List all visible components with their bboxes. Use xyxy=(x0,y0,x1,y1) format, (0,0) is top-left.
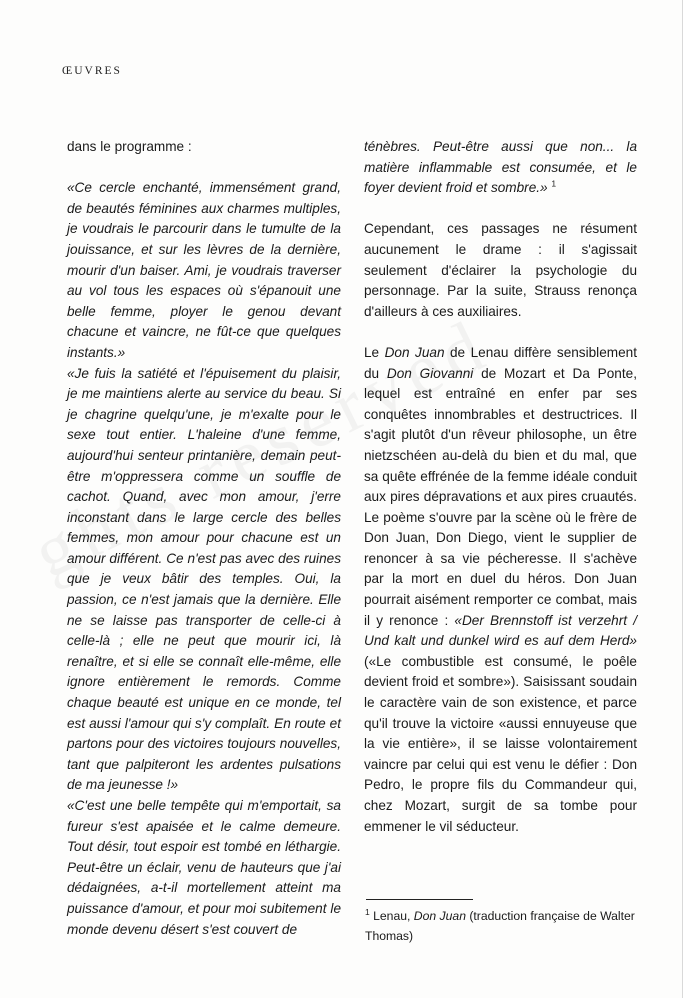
para3-title-don-giovanni: Don Giovanni xyxy=(386,365,474,381)
quote-continuation xyxy=(364,137,637,199)
para3-text-4: («Le combustible est consumé, le poêle devient froid et sombre»). Saisissant soudain le caractère vain de son existence, et parce qu'il trouve la victoire «aussi ennuyeuse que la vie entière», il se laisse volontairement vaincre par celui qui est venu le défier : Don Pedro, le propre fils du Commandeur qui, chez Mozart, surgit de sa tombe pour emmener le vil séducteur. xyxy=(364,653,637,834)
para3-german-quote: «Der Brennstoff ist verzehrt / Und kalt und dunkel wird es auf dem Herd» xyxy=(364,612,637,649)
footnote-text-1: Lenau, xyxy=(369,909,414,923)
footnote-reference: 1 xyxy=(551,178,557,189)
left-column xyxy=(67,137,341,940)
para3-title-don-juan: Don Juan xyxy=(384,344,445,360)
footnote-title: Don Juan xyxy=(413,909,466,923)
footnote xyxy=(365,907,641,946)
quote-paragraph-3: «C'est une belle tempête qui m'emportait, sa fureur s'est apaisée et le calme demeure. Tout désir, tout espoir est tombé en léthargie. Peut-être un éclair, venu de hauteurs que j'ai dédaignées, a-t-il mortellement atteint ma puissance d'amour, et pour moi subitement le monde devenu désert s'est couvert de xyxy=(67,798,341,937)
intro-line: dans le programme : xyxy=(67,139,192,154)
right-column xyxy=(364,137,637,837)
quote-paragraph-1: «Ce cercle enchanté, immensément grand, de beautés féminines aux charmes multiples, je voudrais le parcourir dans le tumulte de la jouissance, et sur les lèvres de la dernière, mourir d'un baiser. Ami, je voudrais traverser au vol tous les espaces où s'épanouit une belle femme, ployer le genou devant chacune et vaincre, ne fût-ce que quelques instants.» xyxy=(67,180,341,360)
body-paragraph-3 xyxy=(364,343,637,837)
running-head: ŒUVRES xyxy=(62,65,122,77)
footnote-number: 1 xyxy=(365,906,370,917)
body-paragraph-2: Cependant, ces passages ne résument aucunement le drame : il s'agissait seulement d'éclairer la psychologie du personnage. Par la suite, Strauss renonça d'ailleurs à ces auxiliaires. xyxy=(364,221,637,319)
para3-text-1: Le xyxy=(364,344,385,360)
quote-paragraph-2: «Je fuis la satiété et l'épuisement du plaisir, je me maintiens alerte au service du beau. Si je chagrine quelqu'une, je m'exalte pour le sexe tout entier. L'haleine d'une femme, aujourd'hui senteur printanière, demain peut-être m'oppressera comme un souffle de cachot. Quand, avec mon amour, j'erre inconstant dans le large cercle des belles femmes, mon amour pour chacune est un amour différent. Ce n'est pas avec des ruines que je veux bâtir des temples. Oui, la passion, ce n'est jamais que la dernière. Elle ne se laisse pas transporter de celle-ci à celle-là ; elle ne peut que mourir ici, là renaître, et si elle se connaît elle-même, elle ignore entièrement le remords. Comme chaque beauté est unique en ce monde, tel est aussi l'amour qui s'y complaît. En route et partons pour des victoires toujours nouvelles, tant que palpiteront les ardentes pulsations de ma jeunesse !» xyxy=(67,365,341,793)
footnote-rule xyxy=(366,899,473,900)
quote-continuation-text: ténèbres. Peut-être aussi que non... la matière inflammable est consumée, et le foyer devient froid et sombre.» xyxy=(364,139,637,196)
para3-text-2: de Lenau diffère sensiblement du xyxy=(364,344,637,381)
footnote-text-2: (traduction française de Walter Thomas) xyxy=(365,909,635,943)
para3-text-3: de Mozart et Da Ponte, lequel est entraîné en enfer par ses conquêtes innombrables et destructrices. Il s'agit plutôt d'un rêveur philosophe, un être nietzschéen au-delà du bien et du mal, que sa quête effrénée de la femme idéale conduit aux pires dépravations et aux pires cruautés. Le poème s'ouvre par la scène où le frère de Don Juan, Don Diego, vient le supplier de renoncer à sa vie pécheresse. Il s'achève par la mort en duel du héros. Don Juan pourrait aisément remporter ce combat, mais il y renonce : xyxy=(364,365,637,628)
